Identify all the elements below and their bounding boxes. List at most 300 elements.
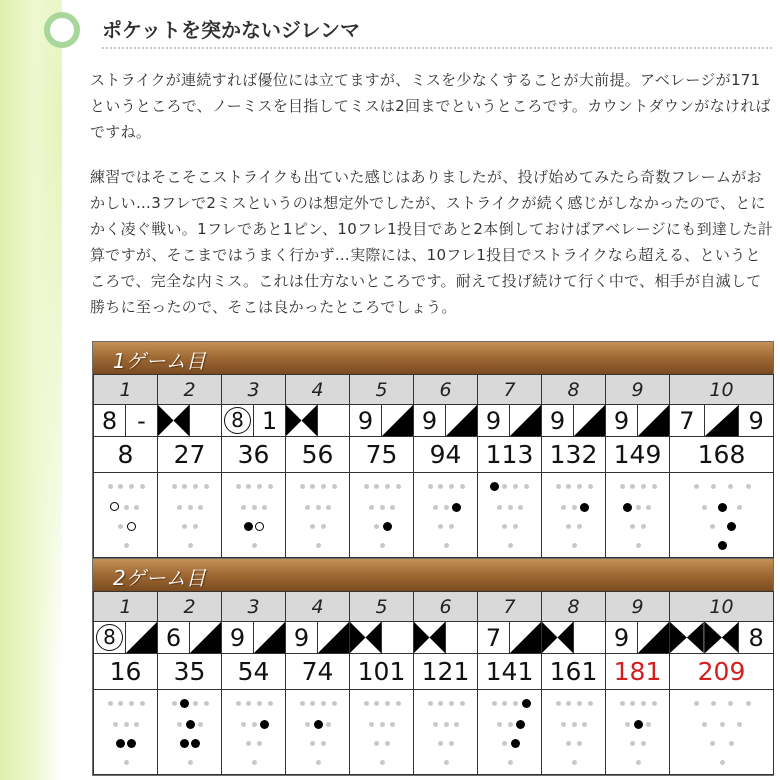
pin-dot (577, 524, 582, 529)
pin-dot (513, 484, 518, 489)
pin-dot (444, 543, 449, 548)
pin-dot (641, 701, 646, 706)
frame-number-row (94, 375, 774, 405)
pin-standing-dot (314, 720, 323, 729)
pin-dot (460, 701, 465, 706)
pin-dot (241, 722, 246, 727)
pin-dot (124, 505, 129, 510)
roll-cell: 9 (613, 406, 630, 435)
pin-dot (746, 701, 751, 706)
pin-dot (316, 543, 321, 548)
pin-standing-dot (634, 720, 643, 729)
frame-score: 113 (478, 437, 542, 473)
pin-dot (502, 701, 507, 706)
spare-mark (637, 622, 669, 653)
pin-dot (380, 543, 385, 548)
pin-dot (630, 741, 635, 746)
pin-dot (129, 484, 134, 489)
pin-diagram (286, 473, 350, 558)
pin-dot (177, 722, 182, 727)
pin-dot (561, 722, 566, 727)
pin-dot (385, 701, 390, 706)
frame-rolls (158, 622, 222, 654)
pin-dot (508, 543, 513, 548)
frame-number: 5 (350, 375, 414, 405)
pin-diagram (542, 690, 606, 775)
pin-dot (556, 701, 561, 706)
article-content (62, 0, 780, 780)
pin-dot (625, 722, 630, 727)
pin-dot (182, 484, 187, 489)
pin-dot (252, 505, 257, 510)
frame-number: 2 (158, 375, 222, 405)
pin-dot (582, 722, 587, 727)
pin-dot (556, 484, 561, 489)
frame-number: 7 (478, 375, 542, 405)
pin-dot (728, 701, 733, 706)
frame-score: 94 (414, 437, 478, 473)
pin-dot (204, 484, 209, 489)
pin-dot (444, 760, 449, 765)
pin-dot (369, 722, 374, 727)
pin-dot (124, 760, 129, 765)
roll-cell: 9 (549, 406, 566, 435)
strike-mark (158, 405, 189, 436)
pin-dot (198, 722, 203, 727)
pin-dot (369, 505, 374, 510)
pin-dot (198, 505, 203, 510)
pin-dot (449, 701, 454, 706)
pin-dot (641, 524, 646, 529)
heading-circle-icon (44, 12, 80, 48)
pin-dot (380, 722, 385, 727)
pin-dot (134, 505, 139, 510)
pin-dot (140, 701, 145, 706)
pin-dot (737, 505, 742, 510)
pin-dot (746, 484, 751, 489)
pin-dot (374, 701, 379, 706)
pin-dot (321, 701, 326, 706)
pin-dot (636, 505, 641, 510)
split-circled-count: 8 (224, 407, 251, 434)
frame-number: 10 (670, 592, 774, 622)
pin-converted-dot (255, 522, 264, 531)
pin-dot (566, 484, 571, 489)
strike-mark (286, 405, 317, 436)
pin-dot (729, 741, 734, 746)
pin-dot (561, 505, 566, 510)
roll-cell: 9 (421, 406, 438, 435)
pin-dot (305, 505, 310, 510)
frame-rolls (606, 622, 670, 654)
pin-dot (310, 701, 315, 706)
frame-score: 149 (606, 437, 670, 473)
pin-dot (385, 741, 390, 746)
pin-dot (177, 505, 182, 510)
split-circled-count: 8 (96, 624, 123, 651)
pin-dot (118, 524, 123, 529)
pin-dot (188, 505, 193, 510)
pin-standing-dot (718, 541, 727, 550)
pin-dot (321, 741, 326, 746)
pin-diagram (158, 473, 222, 558)
section-title: ポケットを突かないジレンマ (102, 18, 360, 42)
paragraph-1: ストライクが連続すれば優位には立てますが、ミスを少なくすることが大前提。アベレージが171というところで、ノーミスを目指してミスは2回までというところです。カウントダウンがなければですね。 (90, 71, 771, 141)
pin-dot (326, 722, 331, 727)
pin-dot (140, 484, 145, 489)
frame-score: 27 (158, 437, 222, 473)
pin-dot (710, 524, 715, 529)
roll-cell: 7 (679, 406, 695, 435)
pin-dot (172, 484, 177, 489)
spare-mark (189, 622, 221, 653)
frame-number: 2 (158, 592, 222, 622)
pin-standing-dot (180, 739, 189, 748)
frame-score: 16 (94, 654, 158, 690)
pin-dot (204, 701, 209, 706)
frame-number: 9 (606, 375, 670, 405)
pin-standing-dot (191, 739, 200, 748)
pin-standing-dot (727, 522, 736, 531)
frame-rolls (606, 405, 670, 437)
pin-dot (572, 760, 577, 765)
pin-diagram (606, 690, 670, 775)
pin-dot (652, 701, 657, 706)
pin-diagram (414, 473, 478, 558)
frame-rolls (158, 405, 222, 437)
spare-mark (573, 405, 605, 436)
pin-diagram (606, 473, 670, 558)
pin-dot (193, 701, 198, 706)
pin-standing-dot (516, 720, 525, 729)
pin-dot (134, 722, 139, 727)
roll-cell: - (125, 405, 157, 436)
roll-cell (381, 622, 413, 653)
frame-score: 168 (670, 437, 774, 473)
frame-rolls (670, 405, 774, 437)
roll-cell (445, 622, 477, 653)
frame-number-row (94, 592, 774, 622)
pin-standing-dot (260, 720, 269, 729)
pin-dot (492, 701, 497, 706)
pin-dot (246, 741, 251, 746)
pin-dot (508, 722, 513, 727)
frame-number: 8 (542, 375, 606, 405)
pin-dot (310, 524, 315, 529)
pin-standing-dot (580, 503, 589, 512)
pin-dot (390, 722, 395, 727)
pin-dot (188, 543, 193, 548)
frame-rolls (350, 622, 414, 654)
frame-rolls (478, 622, 542, 654)
pin-dot (118, 701, 123, 706)
pin-standing-dot (623, 503, 632, 512)
spare-mark (253, 622, 285, 653)
pin-dot (332, 484, 337, 489)
pin-dot (305, 722, 310, 727)
pin-dot (321, 484, 326, 489)
spare-mark (317, 622, 349, 653)
pin-dot (364, 484, 369, 489)
game-title: 2ゲーム目 (113, 566, 206, 590)
pin-dot (438, 701, 443, 706)
frame-score: 54 (222, 654, 286, 690)
spare-mark (704, 405, 739, 436)
pin-diagram (222, 473, 286, 558)
pin-dot (241, 505, 246, 510)
section-heading (62, 0, 780, 56)
pin-diagram (414, 690, 478, 775)
frame-score: 35 (158, 654, 222, 690)
pin-dot (300, 484, 305, 489)
pin-dot (454, 722, 459, 727)
pin-dot (257, 484, 262, 489)
pin-dot (620, 484, 625, 489)
pin-dot (252, 760, 257, 765)
pin-dot (316, 760, 321, 765)
frame-rolls (350, 405, 414, 437)
pin-dot (257, 741, 262, 746)
pin-diagram-row (94, 690, 774, 775)
pin-dot (572, 505, 577, 510)
pin-dot (630, 484, 635, 489)
pin-dot (630, 701, 635, 706)
pin-dot (720, 722, 725, 727)
pin-diagram (222, 690, 286, 775)
spare-mark (381, 405, 413, 436)
pin-standing-dot (490, 482, 499, 491)
pin-dot (438, 524, 443, 529)
pin-dot (572, 722, 577, 727)
pin-dot (182, 524, 187, 529)
pin-dot (694, 484, 699, 489)
pin-dot (268, 701, 273, 706)
frame-number: 5 (350, 592, 414, 622)
pin-dot (316, 505, 321, 510)
pin-dot (124, 722, 129, 727)
pin-dot (193, 524, 198, 529)
pin-dot (438, 484, 443, 489)
frame-score: 209 (670, 654, 774, 690)
frame-rolls (670, 622, 774, 654)
frame-number: 3 (222, 592, 286, 622)
pin-converted-dot (127, 522, 136, 531)
pin-diagram (542, 473, 606, 558)
pin-dot (364, 701, 369, 706)
frame-rolls (222, 622, 286, 654)
pin-diagram (286, 690, 350, 775)
pin-dot (444, 505, 449, 510)
left-green-gradient (0, 0, 62, 780)
pin-dot (566, 524, 571, 529)
pin-dot (449, 524, 454, 529)
pin-dot (262, 505, 267, 510)
pin-dot (380, 760, 385, 765)
pin-dot (310, 484, 315, 489)
pin-dot (702, 722, 707, 727)
pin-dot (374, 741, 379, 746)
pin-dot (108, 701, 113, 706)
pin-dot (711, 484, 716, 489)
pin-dot (630, 524, 635, 529)
frame-score: 36 (222, 437, 286, 473)
pin-dot (720, 760, 725, 765)
strike-mark (414, 622, 445, 653)
pin-dot (428, 484, 433, 489)
pin-dot (252, 543, 257, 548)
pin-dot (513, 524, 518, 529)
pin-diagram (478, 690, 542, 775)
score-table (93, 374, 774, 558)
frame-rolls (222, 405, 286, 437)
pin-dot (460, 484, 465, 489)
pin-dot (513, 701, 518, 706)
pin-standing-dot (186, 720, 195, 729)
frame-rolls (414, 405, 478, 437)
frame-rolls (542, 405, 606, 437)
spare-mark (125, 622, 157, 653)
roll-cell: 7 (485, 623, 502, 652)
pin-dot (332, 701, 337, 706)
pin-dot (374, 484, 379, 489)
game-title: 1ゲーム目 (113, 349, 206, 373)
roll-cell: 9 (229, 623, 246, 652)
pin-dot (326, 505, 331, 510)
frame-rolls (286, 405, 350, 437)
roll-cell: 9 (293, 623, 310, 652)
pin-dot (710, 741, 715, 746)
pin-dot (310, 741, 315, 746)
pin-standing-dot (383, 522, 392, 531)
frame-number: 4 (286, 592, 350, 622)
pin-diagram (670, 473, 774, 558)
score-table (93, 591, 774, 775)
pin-dot (113, 722, 118, 727)
pin-dot (524, 484, 529, 489)
pin-dot (636, 543, 641, 548)
roll-cell (189, 405, 221, 436)
roll-cell (573, 622, 605, 653)
pin-dot (646, 722, 651, 727)
pin-dot (300, 701, 305, 706)
frame-score: 56 (286, 437, 350, 473)
pin-dot (566, 741, 571, 746)
pin-dot (518, 505, 523, 510)
pin-standing-dot (718, 503, 727, 512)
pin-dot (193, 484, 198, 489)
pin-diagram (670, 690, 774, 775)
pin-dot (508, 505, 513, 510)
pin-diagram (350, 473, 414, 558)
scorecard-game-1 (92, 341, 774, 559)
roll-cell (222, 405, 253, 436)
pin-diagram (94, 473, 158, 558)
pin-dot (188, 760, 193, 765)
frame-rolls (414, 622, 478, 654)
frame-number: 6 (414, 592, 478, 622)
pin-dot (694, 701, 699, 706)
frame-score: 121 (414, 654, 478, 690)
strike-mark (350, 622, 381, 653)
pin-dot (118, 484, 123, 489)
pin-dot (588, 701, 593, 706)
frame-score: 8 (94, 437, 158, 473)
pin-dot (444, 722, 449, 727)
frame-number: 1 (94, 592, 158, 622)
pin-dot (129, 701, 134, 706)
roll-cell (94, 622, 125, 653)
pin-dot (257, 701, 262, 706)
frame-rolls (94, 405, 158, 437)
frame-rolls (542, 622, 606, 654)
pin-dot (433, 505, 438, 510)
pin-dot (588, 484, 593, 489)
roll-cell: 6 (165, 623, 182, 652)
pin-diagram (94, 690, 158, 775)
spare-mark (637, 405, 669, 436)
pin-dot (711, 701, 716, 706)
pin-dot (236, 484, 241, 489)
pin-dot (636, 760, 641, 765)
roll-cell: 9 (738, 405, 773, 436)
pin-dot (438, 741, 443, 746)
rolls-row (94, 622, 774, 654)
paragraph-2: 練習ではそこそこストライクも出ていた感じはありましたが、投げ始めてみたら奇数フレームがおかしい…3フレで2ミスというのは想定外でしたが、ストライクが続く感じがしなかったので、とにかく凌ぐ戦い。1フレであと1ピン、10フレ1投目であと2本倒しておけばアベレージにも到達した計算ですが、そこまではうまく行かず…実際には、10フレ1投目でストライクなら超える、というところで、完全な内ミス。これは仕方ないところです。耐えて投げ続けて行く中で、相手が自滅して勝ちに至ったので、そこは良かったところでしょう。 (90, 168, 774, 316)
spare-mark (509, 405, 541, 436)
strike-mark (670, 622, 704, 653)
pin-dot (702, 505, 707, 510)
score-row (94, 437, 774, 473)
pin-diagram (350, 690, 414, 775)
frame-score: 132 (542, 437, 606, 473)
pin-dot (380, 505, 385, 510)
pin-dot (497, 722, 502, 727)
pin-dot (572, 543, 577, 548)
frame-score: 161 (542, 654, 606, 690)
pin-dot (502, 741, 507, 746)
pin-dot (641, 484, 646, 489)
pin-dot (246, 701, 251, 706)
frame-number: 3 (222, 375, 286, 405)
roll-cell (317, 405, 349, 436)
pin-diagram (478, 473, 542, 558)
roll-cell: 1 (253, 405, 285, 436)
pin-dot (508, 760, 513, 765)
strike-mark (542, 622, 573, 653)
pin-dot (577, 484, 582, 489)
frame-number: 9 (606, 592, 670, 622)
pin-dot (108, 484, 113, 489)
frame-number: 10 (670, 375, 774, 405)
frame-number: 1 (94, 375, 158, 405)
frame-score: 101 (350, 654, 414, 690)
roll-cell: 9 (357, 406, 374, 435)
strike-mark (704, 622, 739, 653)
roll-cell: 9 (613, 623, 630, 652)
pin-dot (646, 505, 651, 510)
game-header (93, 559, 773, 591)
pin-dot (252, 722, 257, 727)
pin-dot (566, 701, 571, 706)
scorecard-game-2 (92, 558, 774, 776)
frame-score: 181 (606, 654, 670, 690)
pin-dot (620, 701, 625, 706)
roll-cell: 8 (101, 406, 118, 435)
pin-diagram-row (94, 473, 774, 558)
pin-standing-dot (452, 503, 461, 512)
frame-number: 6 (414, 375, 478, 405)
pin-dot (396, 484, 401, 489)
